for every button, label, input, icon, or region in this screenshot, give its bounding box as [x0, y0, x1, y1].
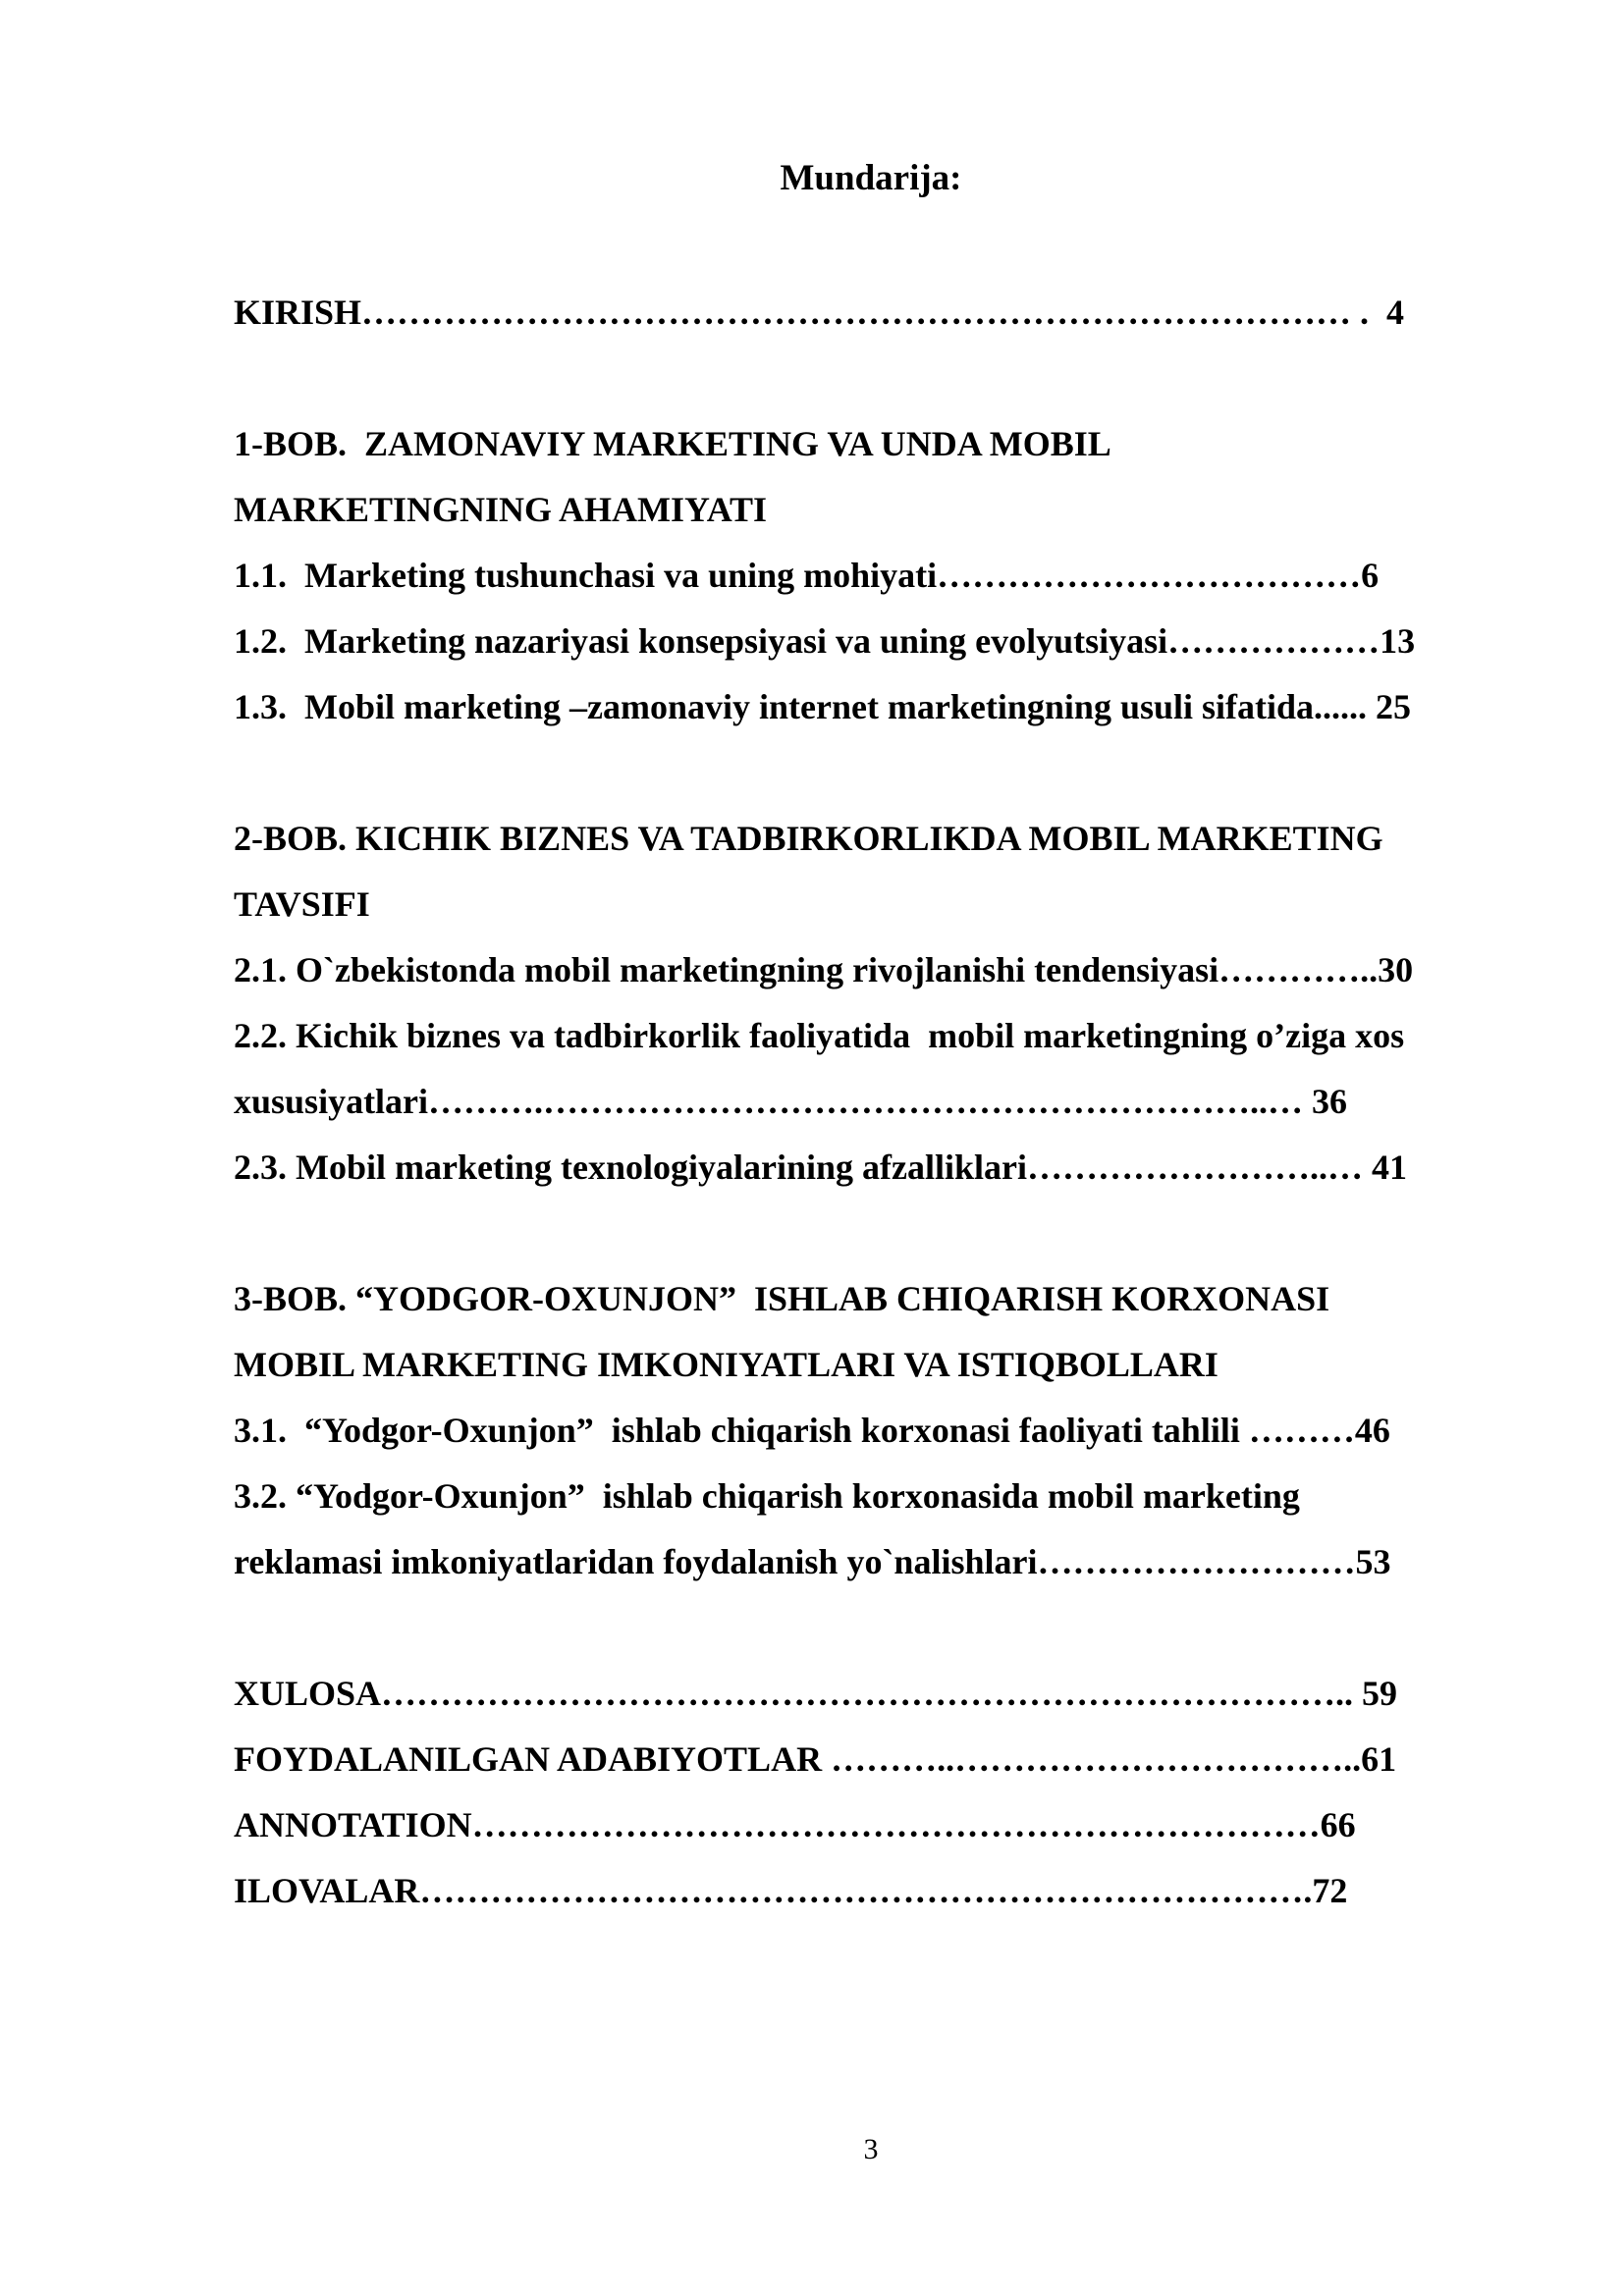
toc-entry-adabiyotlar: FOYDALANILGAN ADABIYOTLAR ………..……………………………..61: [234, 1739, 1397, 1779]
toc-entry-annotation: ANNOTATION………………………………………………………………66: [234, 1805, 1356, 1844]
toc-entry-2-2-cont: xususiyatlari……….……………………………………………………..… 36: [234, 1082, 1348, 1121]
toc-entry-1-3: 1.3. Mobil marketing –zamonaviy internet marketingning usuli sifatida...... 25: [234, 687, 1412, 726]
toc-chapter-2-heading: 2-BOB. KICHIK BIZNES VA TADBIRKORLIKDA MOBIL MARKETING: [234, 819, 1383, 858]
toc-entry-2-2: 2.2. Kichik biznes va tadbirkorlik faoliyatida mobil marketingning o’ziga xos: [234, 1016, 1405, 1055]
toc-chapter-3-heading-cont: MOBIL MARKETING IMKONIYATLARI VA ISTIQBOLLARI: [234, 1345, 1218, 1384]
toc-entry-1-1: 1.1. Marketing tushunchasi va uning mohiyati………………………………6: [234, 556, 1380, 595]
toc-entry-2-3: 2.3. Mobil marketing texnologiyalarining afzalliklari……………………..… 41: [234, 1148, 1407, 1187]
toc-entry-kirish: KIRISH………………………………………………………………………… . 4: [234, 293, 1405, 332]
toc-entry-3-2-cont: reklamasi imkoniyatlaridan foydalanish yo`nalishlari………………………53: [234, 1542, 1391, 1581]
toc-entry-2-1: 2.1. O`zbekistonda mobil marketingning rivojlanishi tendensiyasi…………..30: [234, 950, 1414, 989]
toc-entry-1-2: 1.2. Marketing nazariyasi konsepsiyasi va uning evolyutsiyasi………………13: [234, 621, 1416, 661]
toc-chapter-1-heading: 1-BOB. ZAMONAVIY MARKETING VA UNDA MOBIL: [234, 424, 1111, 463]
toc-entry-3-2: 3.2. “Yodgor-Oxunjon” ishlab chiqarish korxonasida mobil marketing: [234, 1476, 1300, 1516]
page-number: 3: [863, 2133, 879, 2165]
page-title: Mundarija:: [780, 158, 962, 198]
toc-entry-ilovalar: ILOVALAR………………………………………………………………….72: [234, 1871, 1348, 1910]
toc-chapter-2-heading-cont: TAVSIFI: [234, 884, 370, 924]
toc-entry-3-1: 3.1. “Yodgor-Oxunjon” ishlab chiqarish korxonasi faoliyati tahlili ………46: [234, 1411, 1390, 1450]
toc-entry-xulosa: XULOSA……………………………………………………………………….. 59: [234, 1674, 1398, 1713]
toc-chapter-3-heading: 3-BOB. “YODGOR-OXUNJON” ISHLAB CHIQARISH KORXONASI: [234, 1279, 1330, 1318]
toc-chapter-1-heading-cont: MARKETINGNING AHAMIYATI: [234, 490, 768, 529]
